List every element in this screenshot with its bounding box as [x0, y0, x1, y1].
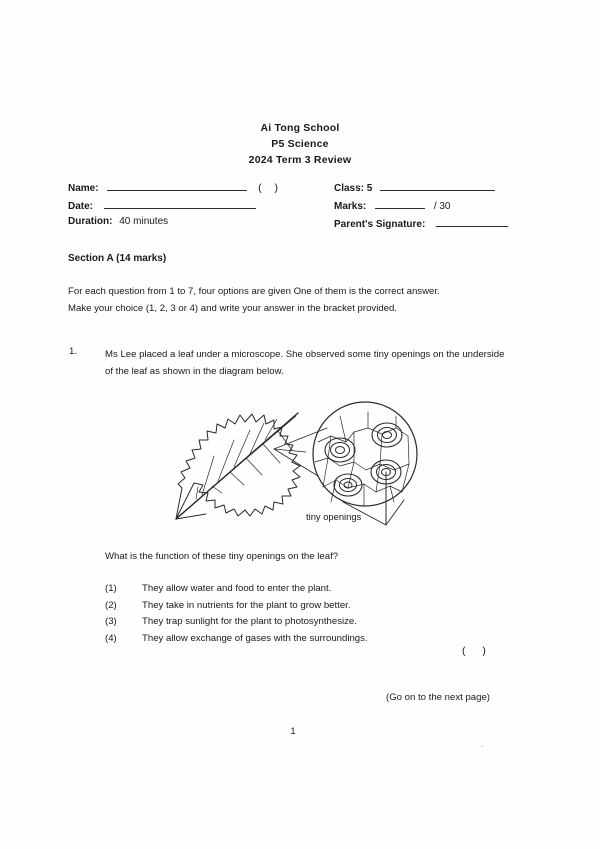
figure-label-tiny-openings: tiny openings	[306, 511, 362, 522]
marks-label: Marks:	[334, 201, 367, 212]
name-input[interactable]	[107, 180, 247, 191]
option-row[interactable]	[105, 583, 515, 600]
leaf-diagram-svg	[168, 392, 423, 532]
marks-input[interactable]	[375, 198, 425, 209]
form-row-duration-signature	[68, 216, 533, 234]
class-field-group	[334, 180, 495, 194]
magnification-connector	[274, 428, 327, 476]
name-index-bracket[interactable]: ( )	[258, 182, 284, 194]
stoma-1	[325, 438, 355, 462]
leaf-shape	[176, 413, 300, 519]
question-number: 1.	[69, 346, 78, 357]
question-stem: Ms Lee placed a leaf under a microscope. She observed some tiny openings on the underside of the leaf as shown in the diagram below.	[105, 349, 505, 377]
scan-artifact	[481, 745, 483, 747]
class-input[interactable]	[380, 180, 495, 191]
magnified-view	[313, 402, 417, 525]
option-number: (4)	[105, 632, 117, 644]
date-input[interactable]	[104, 198, 256, 209]
question-prompt: What is the function of these tiny openings on the leaf?	[105, 551, 339, 562]
marks-field-group	[334, 198, 451, 212]
option-row[interactable]	[105, 616, 515, 633]
answer-options-list	[105, 583, 515, 649]
date-label: Date:	[68, 201, 94, 212]
stoma-3	[334, 474, 362, 496]
option-text: They allow water and food to enter the plant.	[142, 583, 332, 594]
document-header	[0, 120, 600, 168]
option-text: They trap sunlight for the plant to photosynthesize.	[142, 616, 357, 627]
name-field-group	[68, 180, 283, 194]
section-a-instructions	[68, 283, 518, 317]
leaf-midrib-2	[179, 416, 296, 516]
answer-bracket[interactable]: ( )	[462, 645, 493, 657]
option-number: (1)	[105, 583, 117, 594]
option-text: They take in nutrients for the plant to grow better.	[142, 599, 351, 611]
name-label: Name:	[68, 183, 99, 194]
signature-input[interactable]	[436, 216, 508, 227]
form-row-date-marks	[68, 198, 533, 216]
option-number: (2)	[105, 599, 117, 611]
option-text: They allow exchange of gases with the surroundings.	[142, 632, 368, 644]
page-number: 1	[290, 725, 296, 736]
option-number: (3)	[105, 616, 117, 627]
option-row[interactable]	[105, 600, 515, 617]
subject-title: P5 Science	[271, 138, 329, 150]
duration-label: Duration:	[68, 216, 113, 227]
student-details-form	[68, 180, 533, 234]
next-page-note: (Go on to the next page)	[386, 692, 490, 703]
duration-value: 40 minutes	[119, 216, 169, 227]
school-name: Ai Tong School	[260, 122, 340, 134]
instruction-line-1: For each question from 1 to 7, four options are given One of them is the correct answer.	[68, 286, 440, 297]
option-row[interactable]	[105, 633, 515, 650]
section-a-heading: Section A (14 marks)	[68, 253, 167, 264]
class-label: Class: 5	[334, 183, 373, 194]
signature-label: Parent's Signature:	[334, 219, 426, 230]
date-field-group	[68, 198, 256, 212]
marks-total: / 30	[433, 201, 451, 212]
instruction-line-2: Make your choice (1, 2, 3 or 4) and write your answer in the bracket provided.	[68, 303, 398, 314]
stoma-2	[372, 423, 402, 447]
signature-field-group	[334, 216, 508, 230]
leaf-stomata-diagram	[168, 392, 423, 532]
form-row-name-class	[68, 180, 533, 198]
exam-title: 2024 Term 3 Review	[248, 154, 352, 166]
duration-group	[68, 216, 168, 227]
